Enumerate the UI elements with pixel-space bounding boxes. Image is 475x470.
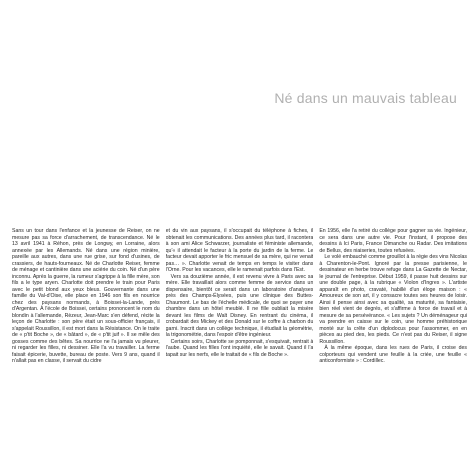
- paragraph: Vers sa douzième année, il est revenu vivre à Paris avec sa mère. Elle travaillait alors comme femme de service dans un dispensaire, bientôt ce serait dans un laboratoire d'analyses près des Champs-Élysées, puis une clinique des Buttes-Chaumont. Le bas de l'échelle médicale, de quoi se payer une chambre dans un hôtel meublé. Il ne fille oubliait la misère devant les films de Walt Disney. En rentrant du cinéma, il crobardait des Mickey et des Donald sur le coffre à charbon du garni. Inscrit dans un collège technique, il étudiait la géométrie, la trigonométrie, dans l'espoir d'être ingénieur.: [165, 273, 314, 338]
- article-title: Né dans un mauvais tableau: [274, 90, 457, 106]
- paragraph: À la même époque, dans les rues de Paris, il croise des colporteurs qui vendent une feuille à la criée, une feuille « anticonformiste » : Cordillec.: [319, 345, 467, 364]
- paragraph: Le volé embauché comme grouillot à la régie des vins Nicolas à Charenton-le-Pont. Ignoré par la presse parisienne, le dessinateur en herbe trouve refuge dans La Gazette de Nectar, le journal de l'entreprise. Début 1959, il passe huit dessins sur une double page, à la rubrique « Violon d'Ingres ». L'artiste apparaît en photo, cravaté, habillé d'un éloge maison : « Amoureux de son art, il y consacre toutes ses heures de loisir. Ainsi il pense ainsi avec sa qualité, sa maturité, sa fantaisie, bien réel vient de degrés, et s'affirme à force de travail et à mesure de sa persévérance. « Les sujets ? Un déménageur qui va prendre en caisse sur le coin, une homme préhistorique monté sur la crête d'un diplodocus pour l'assommer, en en pièces au pied des, les pieds. Ce n'est pas du Reiser, il signe Roussillon.: [319, 254, 467, 345]
- text-column-3: [319, 228, 467, 468]
- text-column-2: [166, 228, 314, 468]
- text-column-1: [12, 228, 160, 468]
- paragraph: et du vin aux paysans, il s'occupait du téléphone à fiches, il obtenait les communications. Des années plus tard, il racontera à son ami Alice Schwarzer, journaliste et féministe allemande, qu'« il attendait le facteur à la porte du jardin de la ferme. Le facteur devait apporter le fric mensuel de sa mère, qui ne venait pas… ». Charlotte venait de temps en temps le visiter dans l'Orne. Pour les vacances, elle le ramenait parfois dans l'Est.: [165, 228, 314, 273]
- paragraph: Sans un tour dans l'enfance et la jeunesse de Reiser, on ne mesure pas sa force d'arrachement, de transcendance. Né le 13 avril 1941 à Réhon, près de Longwy, en Lorraine, alors annexée par les Allemands. Né dans une région minière, pareille aux autres, dans une rue grise, sur fond d'usines, de crassiers, de hauts-fourneaux. Né de Charlotte Reiser, femme de ménage et cantinière dans une aciérie du coin. Né d'un père inconnu. Après la guerre, la rumeur s'agrippe à la fille mère, son fils a le type aryen. Charlotte doit prendre le train pour Paris avec le petit blond aux yeux bleus. Gouvernante dans une famille du Val-d'Oise, elle place en 1946 son fils en nourrice chez des paysans normands, à Boissei-la-Lande, près d'Argentan. À l'école de Boissei, certains prononcent le nom du blondin à l'allemande, Rèzeur, Jean-Marc s'en défend, récite la leçon de Charlotte : son père était un sous-officier français, il s'appelait Roussillon, il est mort dans la Résistance. On le traite de « p'tit Boche », de « bâtard », de « p'tit juif ». Il se mêle des gosses comme des bêtes. Sa nourrice ne l'a jamais vu pleurer, ni regarder les filles, ni dessiner. Elle l'a vu travailler. La ferme faisait épicerie, buvette, bureau de poste. Vers 9 ans, quand il n'allait pas en classe, il servait du cidre: [12, 228, 160, 364]
- paragraph: En 1956, elle l'a retiré du collège pour gagner sa vie. Ingénieur, ce sera dans une autre vie. Pour l'instant, il propose des dessins à Ici Paris, France Dimanche ou Radar. Des imitations de Bellus, des niaiseries, toutes refusées.: [319, 228, 467, 254]
- article-body: [12, 228, 467, 468]
- paragraph: Certains soirs, Charlotte se pomponnait, s'esquivait, rentrait à l'aube. Quand les filles l'ont inquiété, elle le savait. Quand il l'a tapait sur les nerfs, elle le traitait de « fils de Boche ».: [165, 338, 314, 358]
